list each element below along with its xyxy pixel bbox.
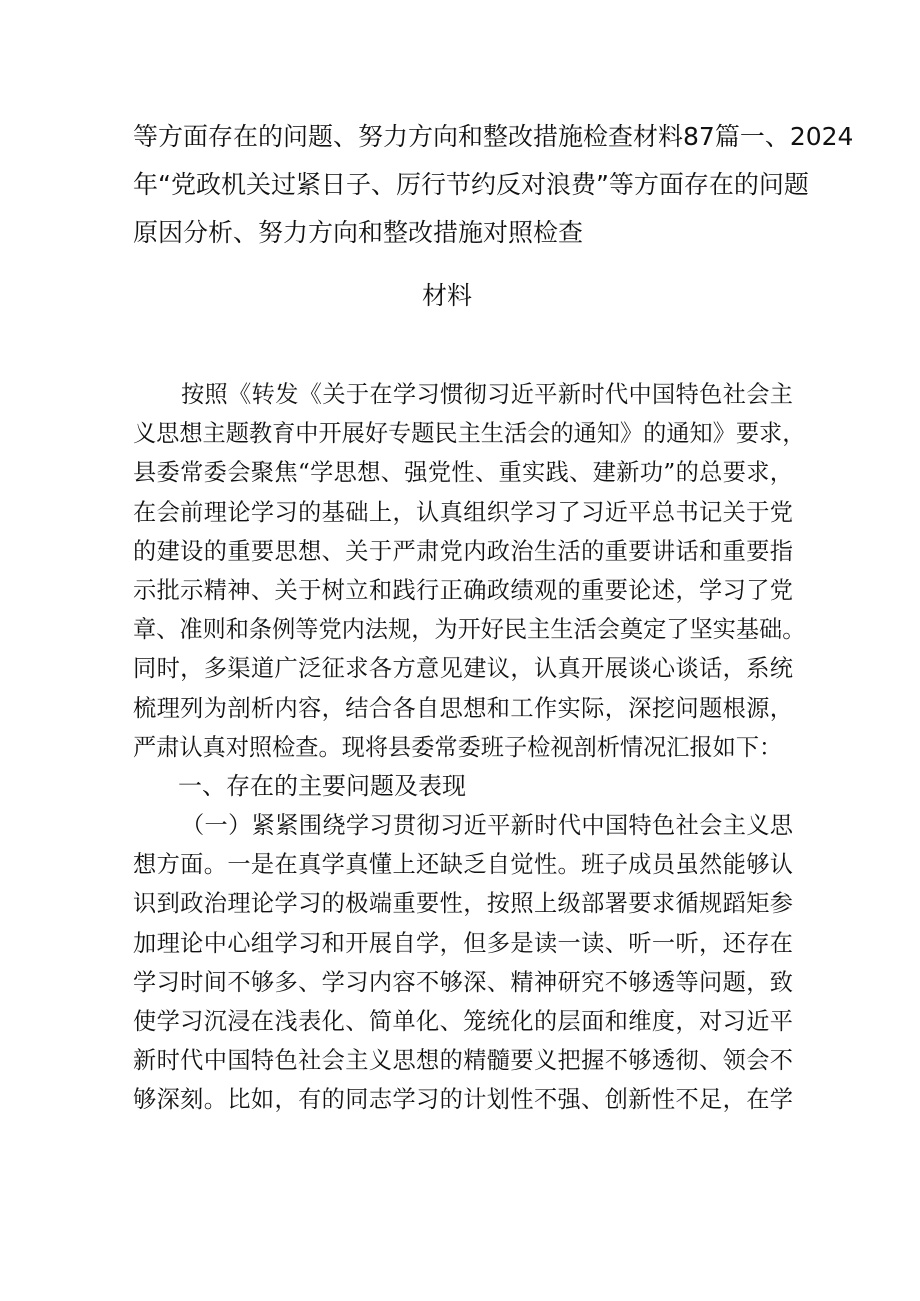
title-line-2: 年“党政机关过紧日子、厉行节约反对浪费”等方面存在的问题 [133, 170, 809, 199]
paragraph-1-line: 梳理列为剖析内容，结合各自思想和工作实际，深挖问题根源， [133, 694, 793, 722]
title-line-1: 等方面存在的问题、努力方向和整改措施检查材料87篇一、2024 [133, 122, 854, 151]
document-body [133, 375, 806, 1120]
title-line-4: 材料 [421, 281, 472, 310]
title-line-3: 原因分析、努力方向和整改措施对照检查 [133, 218, 584, 247]
document-title [133, 113, 854, 320]
paragraph-1-line: 章、准则和条例等党内法规，为开好民主生活会奠定了坚实基础。 [133, 616, 806, 644]
paragraph-2-line: 新时代中国特色社会主义思想的精髓要义把握不够透彻、领会不 [133, 1047, 793, 1075]
paragraph-1-line: 示批示精神、关于树立和践行正确政绩观的重要论述，学习了党 [133, 576, 793, 604]
paragraph-1-line: 县委常委会聚焦“学思想、强党性、重实践、建新功”的总要求， [133, 459, 793, 487]
paragraph-2-line: 加理论中心组学习和开展自学，但多是读一读、听一听，还存在 [133, 929, 793, 957]
paragraph-1-line: 的建设的重要思想、关于严肃党内政治生活的重要讲话和重要指 [133, 537, 793, 565]
paragraph-2-line: 识到政治理论学习的极端重要性，按照上级部署要求循规蹈矩参 [133, 890, 793, 918]
paragraph-1-line: 严肃认真对照检查。现将县委常委班子检视剖析情况汇报如下： [133, 733, 783, 761]
section-heading: 一、存在的主要问题及表现 [178, 771, 466, 800]
paragraph-2-line: 够深刻。比如，有的同志学习的计划性不强、创新性不足，在学 [133, 1086, 793, 1114]
paragraph-2-line: 使学习沉浸在浅表化、简单化、笼统化的层面和维度，对习近平 [133, 1008, 793, 1035]
paragraph-2-line: （一）紧紧围绕学习贯彻习近平新时代中国特色社会主义思 [181, 812, 793, 840]
paragraph-1-line: 在会前理论学习的基础上，认真组织学习了习近平总书记关于党 [133, 498, 793, 526]
paragraph-1-line: 按照《转发《关于在学习惯彻习近平新时代中国特色社会主 [181, 381, 793, 408]
paragraph-1-line: 同时，多渠道广泛征求各方意见建议，认真开展谈心谈话，系统 [133, 655, 793, 683]
paragraph-2-line: 学习时间不够多、学习内容不够深、精神研究不够透等问题，致 [133, 968, 793, 996]
paragraph-2-line: 想方面。一是在真学真懂上还缺乏自觉性。班子成员虽然能够认 [133, 851, 793, 879]
paragraph-1-line: 义思想主题教育中开展好专题民主生活会的通知》的通知》要求， [133, 420, 806, 448]
